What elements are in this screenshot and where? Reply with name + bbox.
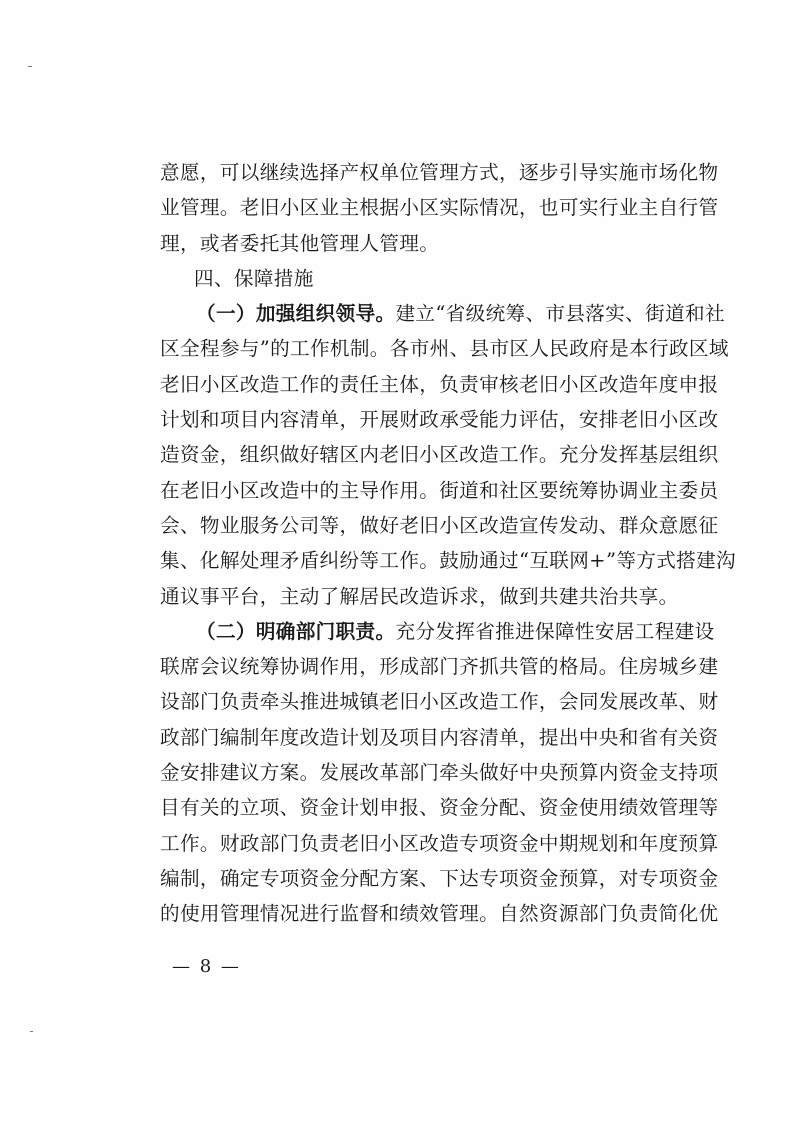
paragraph-line: 区全程参与”的工作机制。各市州、县市区人民政府是本行政区域 — [160, 337, 729, 361]
subsection-title: （二）明确部门职责。 — [196, 619, 396, 643]
paragraph-line: 金安排建议方案。发展改革部门牵头做好中央预算内资金支持项 — [160, 761, 719, 785]
paragraph-line: 造资金，组织做好辖区内老旧小区改造工作。充分发挥基层组织 — [160, 443, 719, 467]
subsection-first-line — [160, 614, 715, 649]
subsection-first-line — [160, 296, 725, 331]
body-text — [160, 155, 736, 932]
paragraph-line: 集、化解处理矛盾纠纷等工作。鼓励通过“互联网+”等方式搭建沟 — [160, 549, 736, 573]
scan-mark — [30, 1031, 33, 1032]
paragraph-line: 工作。财政部门负责老旧小区改造专项资金中期规划和年度预算 — [160, 831, 719, 855]
paragraph-line: 的使用管理情况进行监督和绩效管理。自然资源部门负责简化优 — [160, 902, 719, 926]
paragraph-line: 联席会议统筹协调作用，形成部门齐抓共管的格局。住房城乡建 — [160, 655, 719, 679]
paragraph-line: 目有关的立项、资金计划申报、资金分配、资金使用绩效管理等 — [160, 796, 719, 820]
paragraph-line: 编制，确定专项资金分配方案、下达专项资金预算，对专项资金 — [160, 866, 719, 890]
paragraph-text: 充分发挥省推进保障性安居工程建设 — [395, 619, 715, 643]
paragraph-line: 在老旧小区改造中的主导作用。街道和社区要统筹协调业主委员 — [160, 478, 719, 502]
page-number: — 8 — — [172, 956, 241, 977]
scan-mark — [28, 66, 32, 67]
paragraph-line: 意愿，可以继续选择产权单位管理方式，逐步引导实施市场化物 — [160, 161, 719, 184]
paragraph-line: 通议事平台，主动了解居民改造诉求，做到共建共治共享。 — [160, 584, 679, 608]
paragraph-line: 政部门编制年度改造计划及项目内容清单，提出中央和省有关资 — [160, 725, 719, 749]
subsection-title: （一）加强组织领导。 — [196, 302, 396, 326]
paragraph-line: 老旧小区改造工作的责任主体，负责审核老旧小区改造年度申报 — [160, 372, 719, 396]
paragraph-line: 设部门负责牵头推进城镇老旧小区改造工作，会同发展改革、财 — [160, 690, 719, 714]
paragraph-line: 计划和项目内容清单，开展财政承受能力评估，安排老旧小区改 — [160, 408, 719, 432]
paragraph-line: 会、物业服务公司等，做好老旧小区改造宣传发动、群众意愿征 — [160, 513, 719, 537]
paragraph-line: 业管理。老旧小区业主根据小区实际情况，也可实行业主自行管 — [160, 196, 719, 220]
section-heading: 四、保障措施 — [194, 266, 314, 290]
paragraph-text: 建立“省级统筹、市县落实、街道和社 — [395, 302, 725, 326]
paragraph-line: 理，或者委托其他管理人管理。 — [160, 231, 440, 255]
